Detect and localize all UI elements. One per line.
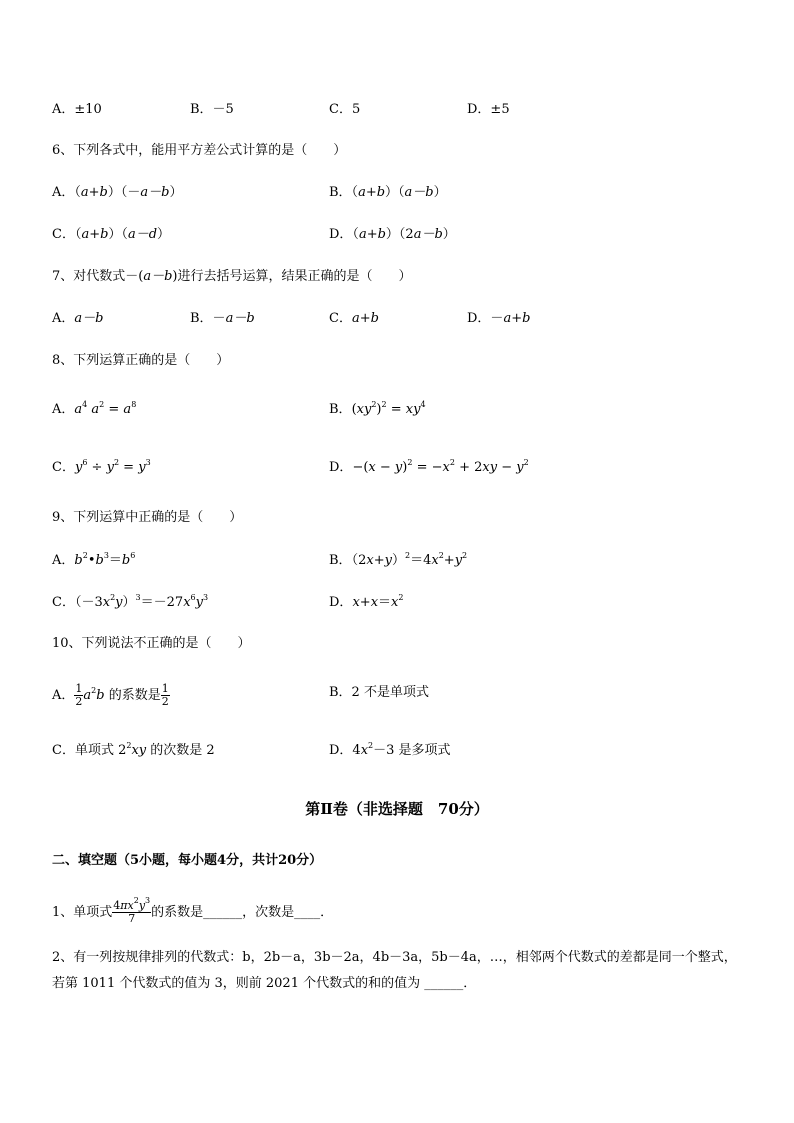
q6-option-c: C．（a+b）（a－d）	[52, 227, 171, 242]
q6-option-a: A．（a+b）（－a－b）	[52, 185, 183, 200]
q10-option-d: D．$4x^2-3$ 是多项式	[329, 741, 451, 758]
q7-option-d: D．－a+b	[467, 311, 531, 326]
q10-option-b: B．2 不是单项式	[329, 685, 429, 700]
part-title: 二、填空题（5小题，每小题4分，共计20分）	[52, 853, 323, 868]
fill-question-1: 1、单项式 $\frac{4\pi x^2y^3}{7}$ 的系数是______，次数是____．	[52, 896, 334, 925]
q10-option-a: A． $\frac{1}{2}$ $a^2b$ 的系数是 $\frac{1}{2}$	[52, 682, 169, 708]
q7-option-c: C．a+b	[329, 311, 379, 326]
q8-option-c: C．$y^6 \div y^2 = y^3$	[52, 458, 151, 475]
q9-option-a: A．$b^2•b^3=b^6$	[52, 551, 136, 568]
q8-stem: 8、下列运算正确的是（ ）	[52, 353, 230, 368]
q9-option-d: D．$x+x=x^2$	[329, 593, 404, 610]
q7-option-a: A．a－b	[52, 311, 104, 326]
section-title: 第Ⅱ卷（非选择题 70分）	[305, 800, 489, 818]
q6-option-b: B．（a+b）（a－b）	[329, 185, 447, 200]
q10-stem: 10、下列说法不正确的是（ ）	[52, 636, 251, 651]
q5-option-a: A．±10	[52, 102, 102, 117]
q9-option-b: B．$(2x+y)^2=4x^2+y^2$	[329, 551, 468, 568]
q8-option-a: A．$a^4$ $a^2 = a^8$	[52, 400, 137, 417]
q8-option-b: B．$(xy^2)^2 = xy^4$	[329, 400, 426, 417]
q5-option-d: D．±5	[467, 102, 510, 117]
q7-option-b: B．－a－b	[190, 311, 255, 326]
q10-option-c: C．单项式 $2^2xy$ 的次数是 2	[52, 741, 215, 758]
fill-question-2: 2、有一列按规律排列的代数式：b，2b－a，3b－2a，4b－3a，5b－4a，…，相邻两个代数式的差都是同一个整式，若第 1011 个代数式的值为 3，则前 2021 个代数式的和的值为 ______．	[52, 950, 737, 991]
q5-option-b: B．－5	[190, 102, 234, 117]
q7-stem: 7、对代数式－(a－b)进行去括号运算，结果正确的是（ ）	[52, 269, 412, 284]
q6-option-d: D．（a+b）（2a－b）	[329, 227, 456, 242]
q9-option-c: C．$(-3x^2y)^3=-27x^6y^3$	[52, 593, 209, 610]
q8-option-d: D．$-(x - y)^2 = -x^2 + 2xy - y^2$	[329, 458, 529, 475]
q6-stem: 6、下列各式中，能用平方差公式计算的是（ ）	[52, 143, 347, 158]
q9-stem: 9、下列运算中正确的是（ ）	[52, 510, 243, 525]
q5-option-c: C．5	[329, 102, 361, 117]
